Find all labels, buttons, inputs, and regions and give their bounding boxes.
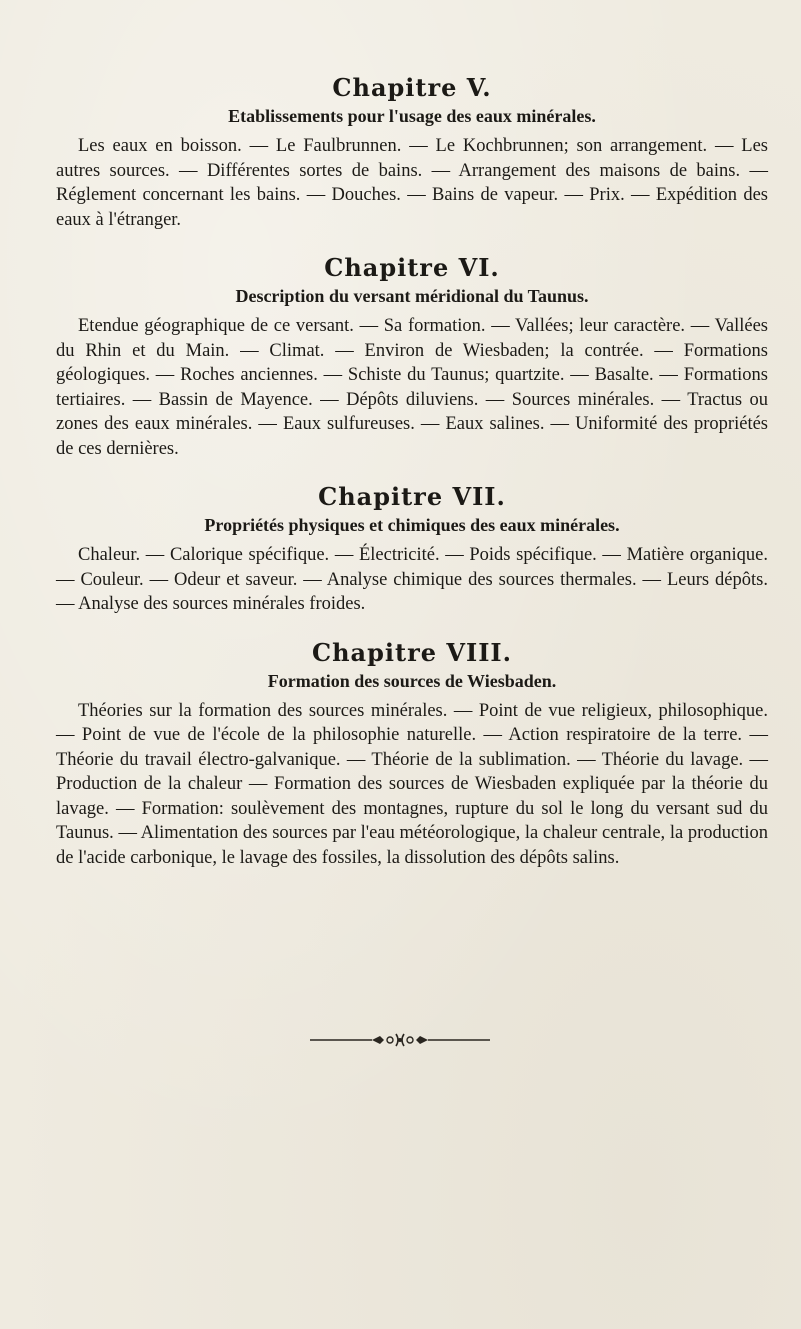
spacer [56,461,768,483]
chapter-subtitle: Propriétés physiques et chimiques des eaux minérales. [204,515,620,535]
chapter-subtitle: Etablissements pour l'usage des eaux minérales. [228,106,596,126]
chapter-summary: Etendue géographique de ce versant. — Sa formation. — Vallées; leur caractère. — Vallées du Rhin et du Main. — Climat. — Environ de Wiesbaden; la contrée. — Formations géologiques. — Roches anciennes. — Schiste du Taunus; quartzite. — Basalte. — Formations tertiaires. — Bassin de Mayence. — Dépôts diluviens. — Sources minérales. — Tractus ou zones des eaux minérales. — Eaux sulfureuses. — Eaux salines. — Uniformité des propriétés de ces dernières. [56,316,768,459]
chapter-summary: Théories sur la formation des sources minérales. — Point de vue religieux, philosophique. — Point de vue de l'école de la philosophie naturelle. — Action respiratoire de la terre. — Théorie du travail électro-galvanique. — Théorie de la sublimation. — Théorie du lavage. — Production de la chaleur — Formation des sources de Wiesbaden expliquée par la théorie du lavage. — Formation: soulèvement des montagnes, rupture du sol le long du versant sud du Taunus. — Alimentation des sources par l'eau météorologique, la chaleur centrale, la production de l'acide carbonique, le lavage des fossiles, la dissolution des dépôts salins. [56,700,768,868]
page-content [56,74,768,870]
chapter-subtitle: Formation des sources de Wiesbaden. [267,670,557,691]
chapter-summary: Chaleur. — Calorique spécifique. — Électricité. — Poids spécifique. — Matière organique. — Couleur. — Odeur et saveur. — Analyse chimique des sources thermales. — Leurs dépôts. — Analyse des sources minérales froides. [56,545,768,614]
spacer [56,617,768,639]
chapter-heading: Chapitre VII. [318,482,506,511]
chapter-heading: Chapitre VI. [324,253,500,282]
chapter-5 [56,74,768,232]
chapter-heading: Chapitre V. [332,73,492,102]
chapter-summary: Les eaux en boisson. — Le Faulbrunnen. — Le Kochbrunnen; son arrangement. — Les autres sources. — Différentes sortes de bains. — Arrangement des maisons de bains. — Réglement concernant les bains. — Douches. — Bains de vapeur. — Prix. — Expédition des eaux à l'étranger. [56,136,768,230]
spacer [56,232,768,254]
chapter-6 [56,254,768,461]
chapter-7 [56,483,768,617]
chapter-8 [56,639,768,871]
chapter-subtitle: Description du versant méridional du Taunus. [235,286,589,306]
chapter-heading: Chapitre VIII. [311,637,512,667]
decorative-rule-icon [310,1030,490,1050]
